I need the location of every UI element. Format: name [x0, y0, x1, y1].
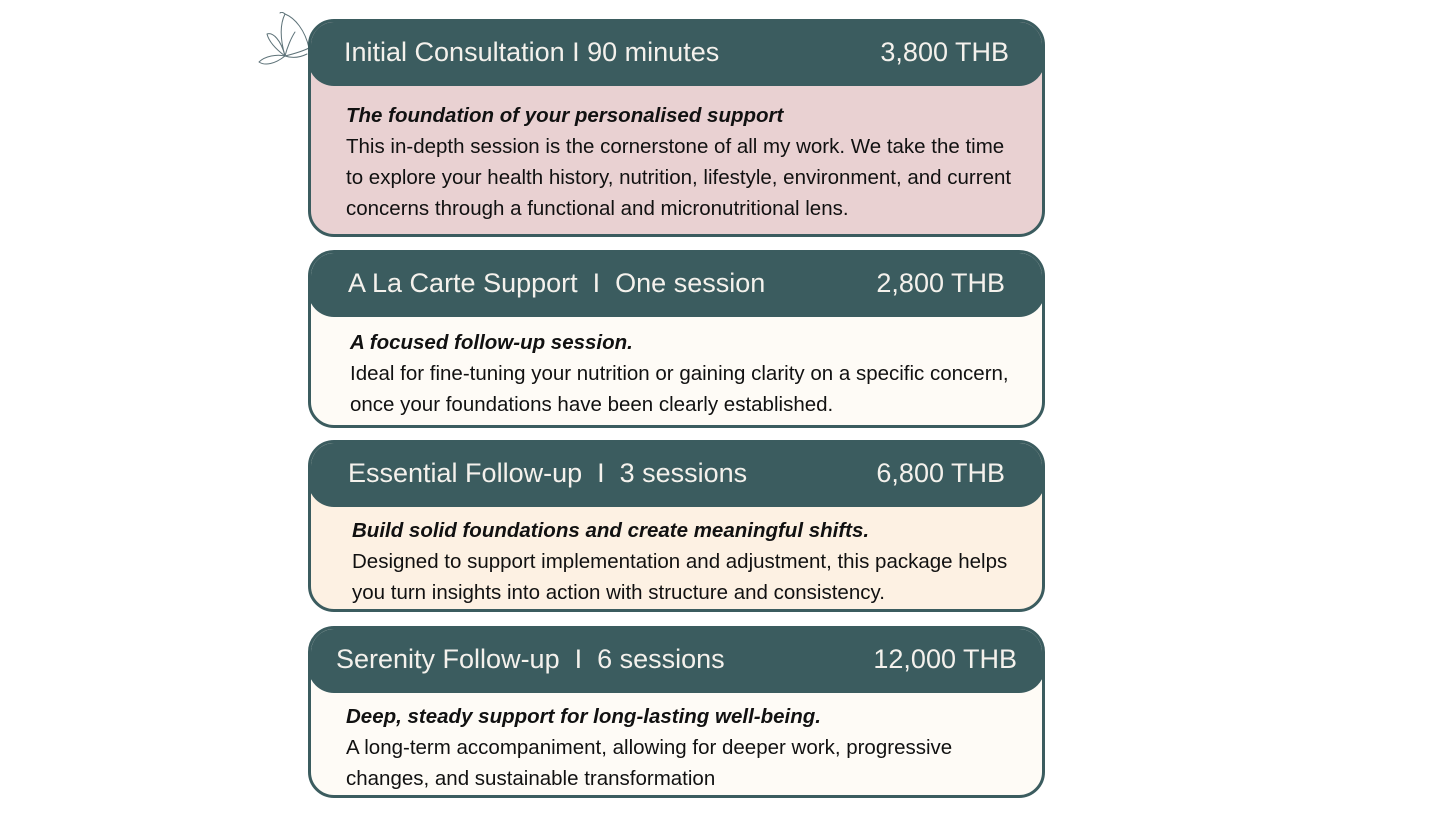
card-description: This in-depth session is the cornerstone of all my work. We take the time to explore your health history, nutrition, lifestyle, environment, and current concerns through a functional and micronutritional lens.	[346, 135, 1012, 220]
service-card-serenity-follow-up	[308, 626, 1045, 798]
card-subtitle: The foundation of your personalised support	[346, 104, 784, 127]
card-header	[308, 19, 1045, 86]
card-title: Essential Follow-up I 3 sessions	[348, 458, 748, 488]
card-description: A long-term accompaniment, allowing for deeper work, progressive changes, and sustainable transformation	[346, 736, 953, 790]
card-subtitle: Build solid foundations and create meaningful shifts.	[352, 519, 870, 542]
card-title: Initial Consultation I 90 minutes	[344, 37, 720, 67]
card-body	[346, 100, 1026, 224]
card-subtitle: Deep, steady support for long-lasting well-being.	[346, 705, 821, 728]
service-card-initial-consultation	[308, 19, 1045, 237]
card-subtitle: A focused follow-up session.	[350, 331, 633, 354]
card-title: Serenity Follow-up I 6 sessions	[336, 644, 725, 674]
card-price: 3,800 THB	[880, 37, 1009, 67]
card-description: Designed to support implementation and adjustment, this package helps you turn insights into action with structure and consistency.	[352, 550, 1008, 604]
card-body	[352, 515, 1032, 608]
card-price: 12,000 THB	[873, 644, 1017, 674]
butterfly-icon	[255, 12, 313, 68]
card-price: 6,800 THB	[876, 458, 1005, 488]
card-header	[308, 440, 1045, 507]
service-card-essential-follow-up	[308, 440, 1045, 612]
card-header	[308, 250, 1045, 317]
card-header	[308, 626, 1045, 693]
card-title: A La Carte Support I One session	[348, 268, 766, 298]
service-card-a-la-carte	[308, 250, 1045, 428]
card-body	[350, 327, 1030, 420]
card-price: 2,800 THB	[876, 268, 1005, 298]
card-body	[346, 701, 1026, 794]
card-description: Ideal for fine-tuning your nutrition or gaining clarity on a specific concern, once your foundations have been clearly established.	[350, 362, 1009, 416]
